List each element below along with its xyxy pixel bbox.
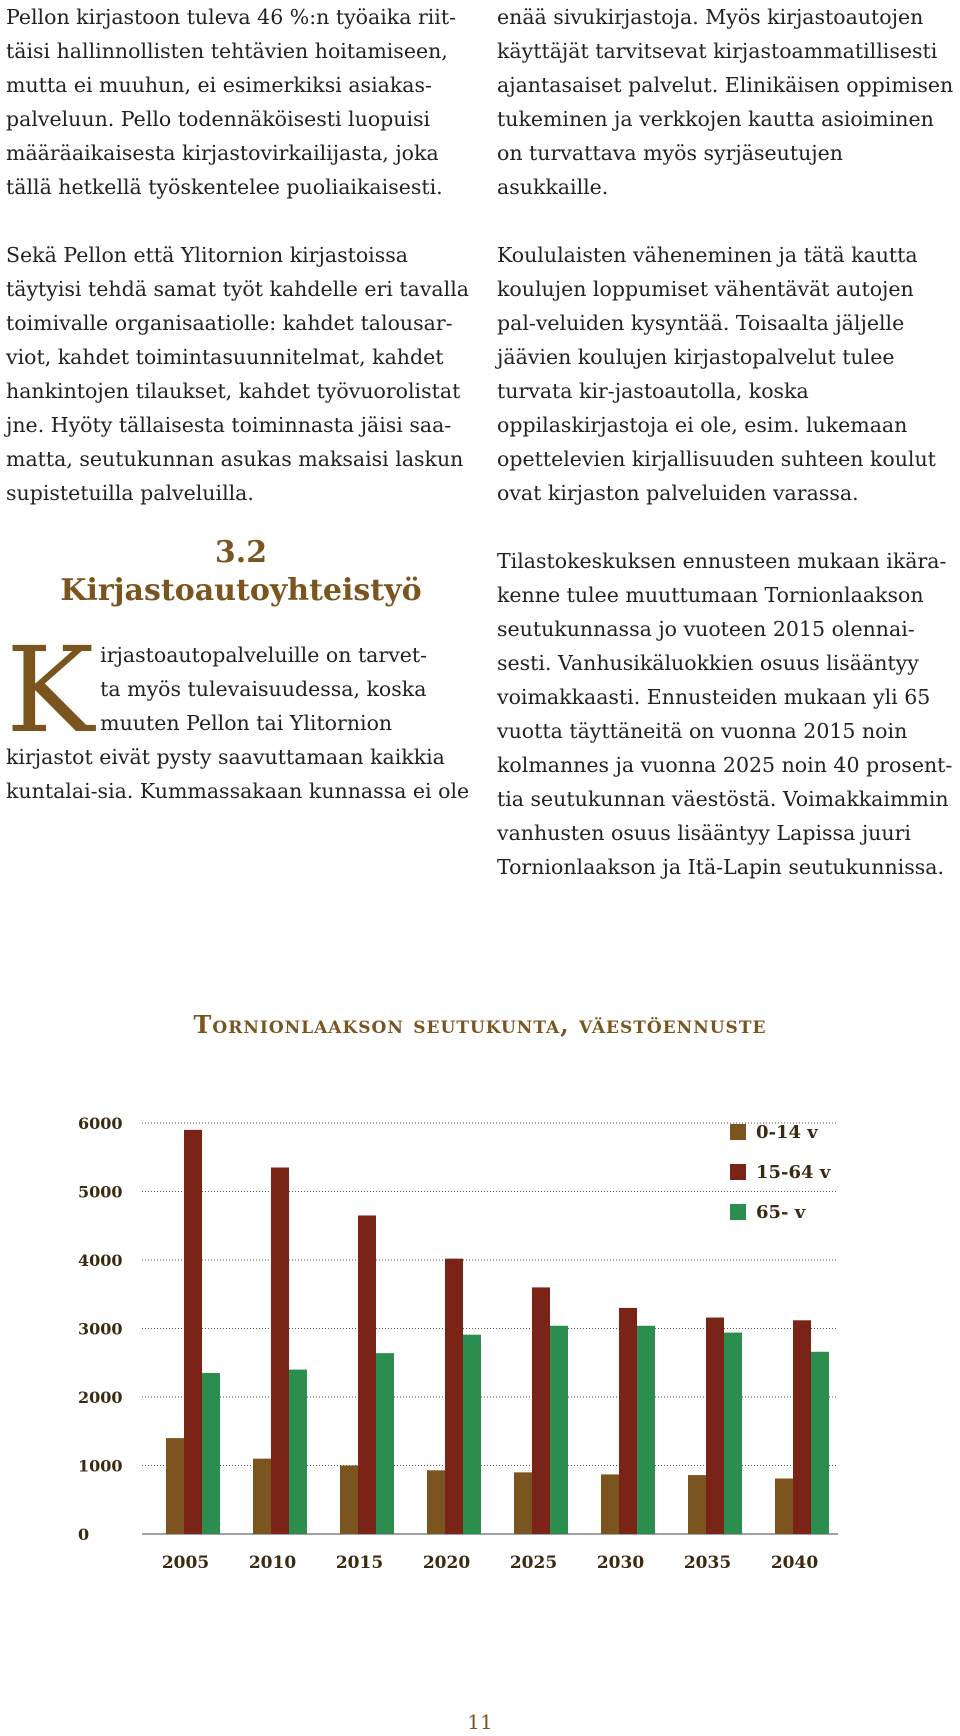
population-chart [0, 1080, 960, 1600]
section-title: Kirjastoautoyhteistyö [60, 573, 422, 608]
bar [775, 1479, 793, 1534]
y-tick-label: 5000 [78, 1182, 123, 1202]
left-column [6, 0, 476, 808]
x-tick-label: 2020 [422, 1553, 471, 1573]
paragraph-line: ta myös tulevaisuudessa, koska [100, 677, 427, 701]
bar [706, 1318, 724, 1534]
x-tick-label: 2025 [509, 1553, 558, 1573]
bar [601, 1474, 619, 1534]
dropcap-letter: K [6, 621, 95, 759]
legend-label: 65- v [756, 1202, 806, 1223]
bar [376, 1353, 394, 1534]
dropcap-paragraph [6, 621, 476, 808]
right-column [497, 0, 957, 884]
bar [340, 1466, 358, 1535]
x-tick-label: 2030 [596, 1553, 645, 1573]
right-paragraph-2: Koululaisten väheneminen ja tätä kautta koulujen loppumiset vähentävät autojen pal-veluiden kysyntää. Toisaalta jäljelle jäävien koulujen kirjastopalvelut tulee turvata kir-jastoautolla, koska oppilaskirjastoja ei ole, esim. lukemaan opettelevien kirjallisuuden suhteen koulut ovat kirjaston palveluiden varassa. [497, 243, 936, 505]
bar [637, 1326, 655, 1534]
right-paragraph-1: enää sivukirjastoja. Myös kirjastoautojen käyttäjät tarvitsevat kirjastoammatillisesti ajantasaiset palvelut. Elinikäisen oppimisen tukeminen ja verkkojen kautta asioiminen on turvattava myös syrjäseutujen asukkaille. [497, 5, 954, 199]
section-heading [6, 534, 476, 610]
bar [550, 1326, 568, 1534]
bar [358, 1215, 376, 1534]
paragraph-line: muuten Pellon tai Ylitornion [100, 711, 393, 735]
y-tick-label: 6000 [78, 1114, 123, 1133]
x-tick-label: 2035 [683, 1553, 732, 1573]
bar [253, 1459, 271, 1534]
legend-swatch [730, 1124, 746, 1140]
x-tick-label: 2010 [248, 1553, 297, 1573]
legend-swatch [730, 1164, 746, 1180]
bar [445, 1259, 463, 1534]
legend-swatch [730, 1204, 746, 1220]
legend-label: 15-64 v [756, 1162, 831, 1183]
y-tick-label: 3000 [78, 1319, 123, 1339]
left-paragraph-1: Pellon kirjastoon tuleva 46 %:n työaika riit-täisi hallinnollisten tehtävien hoitamiseen, mutta ei muuhun, ei esimerkiksi asiakas-palveluun. Pello todennäköisesti luopuisi määräaikaisesta kirjastovirkailijasta, joka tällä hetkellä työskentelee puoliaikaisesti. [6, 5, 457, 199]
section-number: 3.2 [214, 535, 268, 570]
bar [202, 1373, 220, 1534]
x-tick-label: 2005 [161, 1553, 210, 1573]
y-tick-label: 0 [78, 1525, 90, 1544]
bar [811, 1352, 829, 1534]
bar [166, 1438, 184, 1534]
legend-label: 0-14 v [756, 1122, 818, 1143]
page-number: 11 [467, 1710, 493, 1734]
right-paragraph-3: Tilastokeskuksen ennusteen mukaan ikära-kenne tulee muuttumaan Tornionlaakson seutukunnassa jo vuoteen 2015 olennai-sesti. Vanhusikäluokkien osuus lisääntyy voimakkaasti. Ennusteiden mukaan yli 65 vuotta täyttäneitä on vuonna 2015 noin kolmannes ja vuonna 2025 noin 40 prosent-tia seutukunnan väestöstä. Voimakkaimmin vanhusten osuus lisääntyy Lapissa juuri Tornionlaakson ja Itä-Lapin seutukunnissa. [497, 549, 953, 879]
paragraph-line: irjastoautopalveluille on tarvet- [100, 643, 428, 667]
left-paragraph-2: Sekä Pellon että Ylitornion kirjastoissa täytyisi tehdä samat työt kahdelle eri tavalla toimivalle organisaatiolle: kahdet talousar-viot, kahdet toimintasuunnitelmat, kahdet hankintojen tilaukset, kahdet työvuorolistat jne. Hyöty tällaisesta toiminnasta jäisi saa-matta, seutukunnan asukas maksaisi laskun supistetuilla palveluilla. [6, 243, 469, 505]
bar [271, 1168, 289, 1534]
bar [289, 1370, 307, 1534]
bar [184, 1130, 202, 1534]
x-tick-label: 2015 [335, 1553, 384, 1573]
bar [793, 1320, 811, 1534]
bar [619, 1308, 637, 1534]
bar [427, 1470, 445, 1534]
x-tick-label: 2040 [770, 1553, 819, 1573]
y-tick-label: 2000 [78, 1388, 123, 1407]
bar [514, 1472, 532, 1534]
y-tick-label: 1000 [78, 1456, 123, 1476]
bar [688, 1475, 706, 1534]
bar [724, 1333, 742, 1534]
bar [532, 1287, 550, 1534]
chart-title: Tornionlaakson seutukunta, väestöennuste [193, 1010, 767, 1039]
y-tick-label: 4000 [78, 1251, 123, 1270]
bar [463, 1335, 481, 1534]
paragraph-rest: kirjastot eivät pysty saavuttamaan kaikkia kuntalai-sia. Kummassakaan kunnassa ei ole [6, 745, 470, 803]
